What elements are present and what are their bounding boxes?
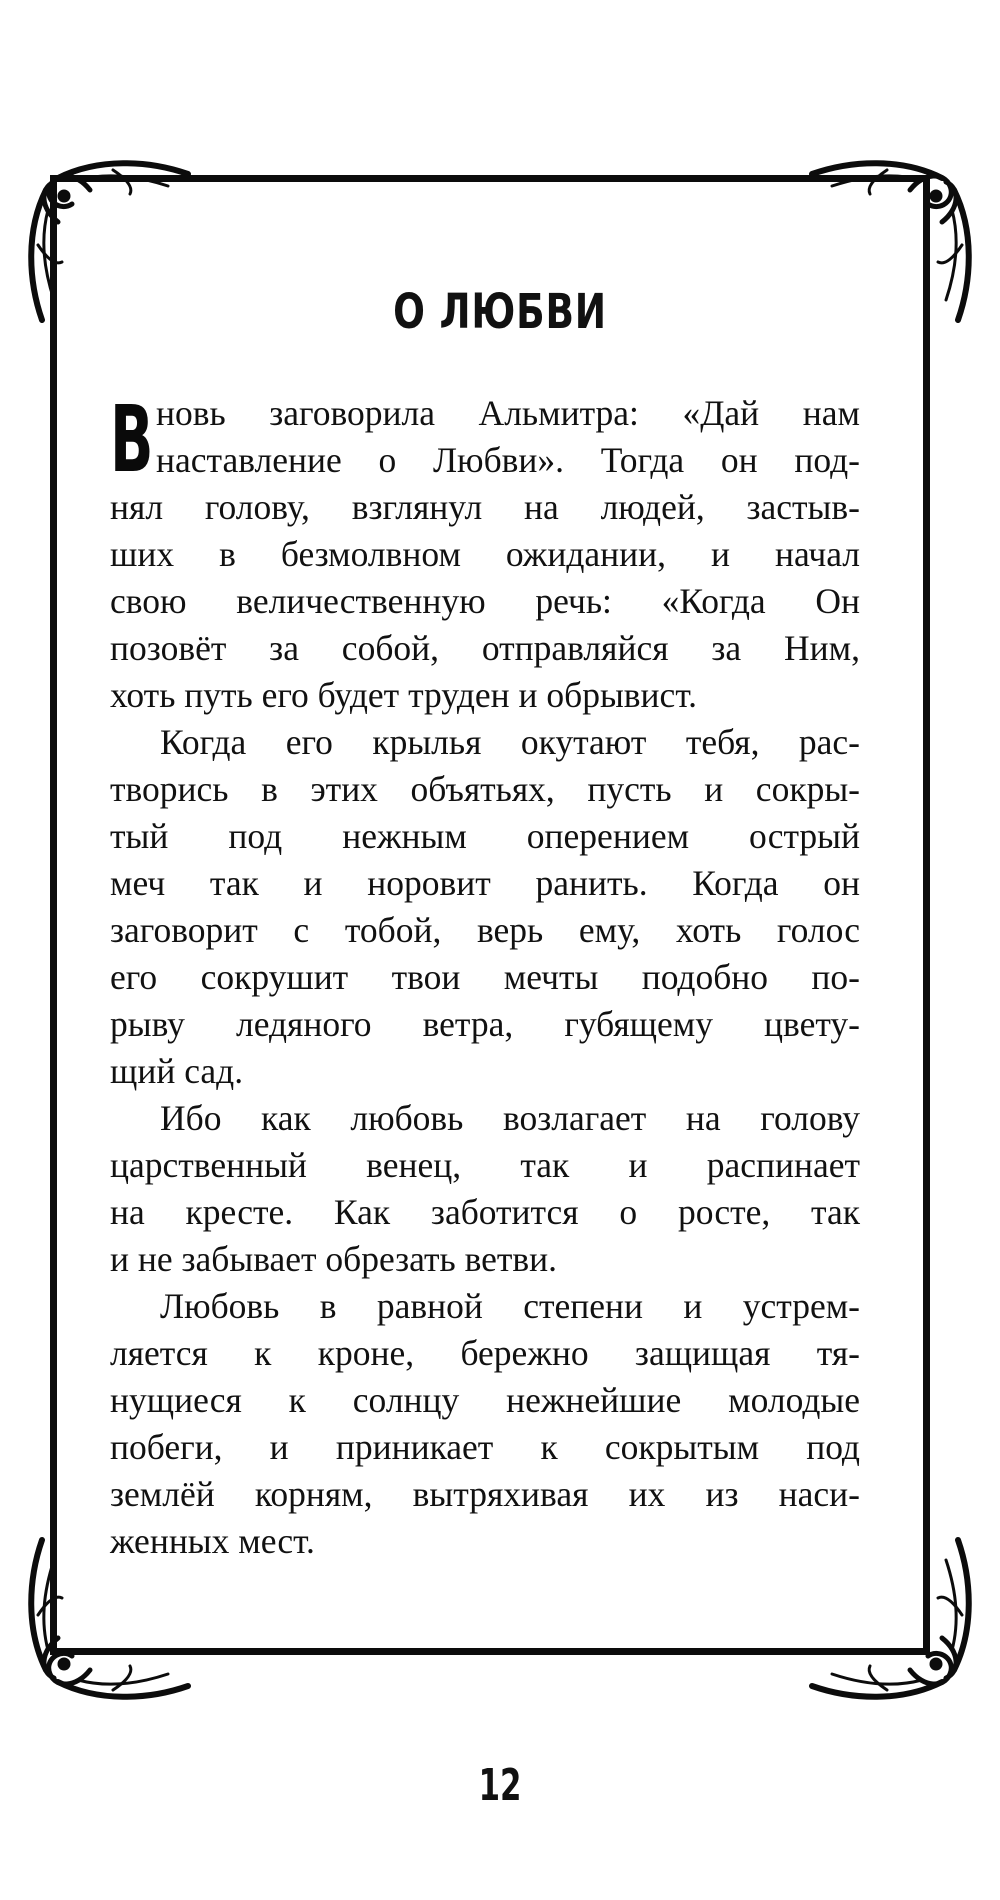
text-line: землёй корням, вытряхивая их из наси- — [110, 1474, 860, 1514]
text-line: меч так и норовит ранить. Когда он — [110, 863, 860, 903]
paragraph-4 — [110, 1283, 860, 1565]
text-line: ляется к кроне, бережно защищая тя- — [110, 1333, 860, 1373]
paragraph-2 — [110, 719, 860, 1095]
page-number: 12 — [478, 1760, 522, 1811]
chapter-title: О ЛЮБВИ — [393, 284, 607, 340]
text-line: новь заговорила Альмитра: «Дай нам — [156, 393, 860, 433]
text-line: рыву ледяного ветра, губящему цвету- — [110, 1004, 860, 1044]
text-line: и не забывает обрезать ветви. — [110, 1239, 558, 1279]
text-line: щий сад. — [110, 1051, 244, 1091]
text-line: нял голову, взглянул на людей, застыв- — [110, 487, 860, 527]
paragraph-1 — [110, 386, 860, 719]
text-line: творись в этих объятьях, пусть и сокры- — [110, 769, 860, 809]
text-line: нущиеся к солнцу нежнейшие молодые — [110, 1380, 860, 1420]
text-line: Когда его крылья окутают тебя, рас- — [160, 722, 860, 762]
text-line: Любовь в равной степени и устрем- — [160, 1286, 860, 1326]
paragraph-3 — [110, 1095, 860, 1283]
text-line: хоть путь его будет труден и обрывист. — [110, 675, 698, 715]
text-line: ших в безмолвном ожидании, и начал — [110, 534, 860, 574]
text-line: царственный венец, так и распинает — [110, 1145, 860, 1185]
text-line: Ибо как любовь возлагает на голову — [160, 1098, 860, 1138]
text-line: позовёт за собой, отправляйся за Ним, — [110, 628, 860, 668]
text-line: на кресте. Как заботится о росте, так — [110, 1192, 860, 1232]
drop-cap: В — [110, 386, 154, 493]
text-line: свою величественную речь: «Когда Он — [110, 581, 860, 621]
text-line: побеги, и приникает к сокрытым под — [110, 1427, 860, 1467]
text-line: наставление о Любви». Тогда он под- — [156, 440, 860, 480]
body-text — [110, 386, 860, 1565]
text-line: женных мест. — [110, 1521, 315, 1561]
text-line: заговорит с тобой, верь ему, хоть голос — [110, 910, 860, 950]
text-line: его сокрушит твои мечты подобно по- — [110, 957, 860, 997]
text-line: тый под нежным оперением острый — [110, 816, 860, 856]
